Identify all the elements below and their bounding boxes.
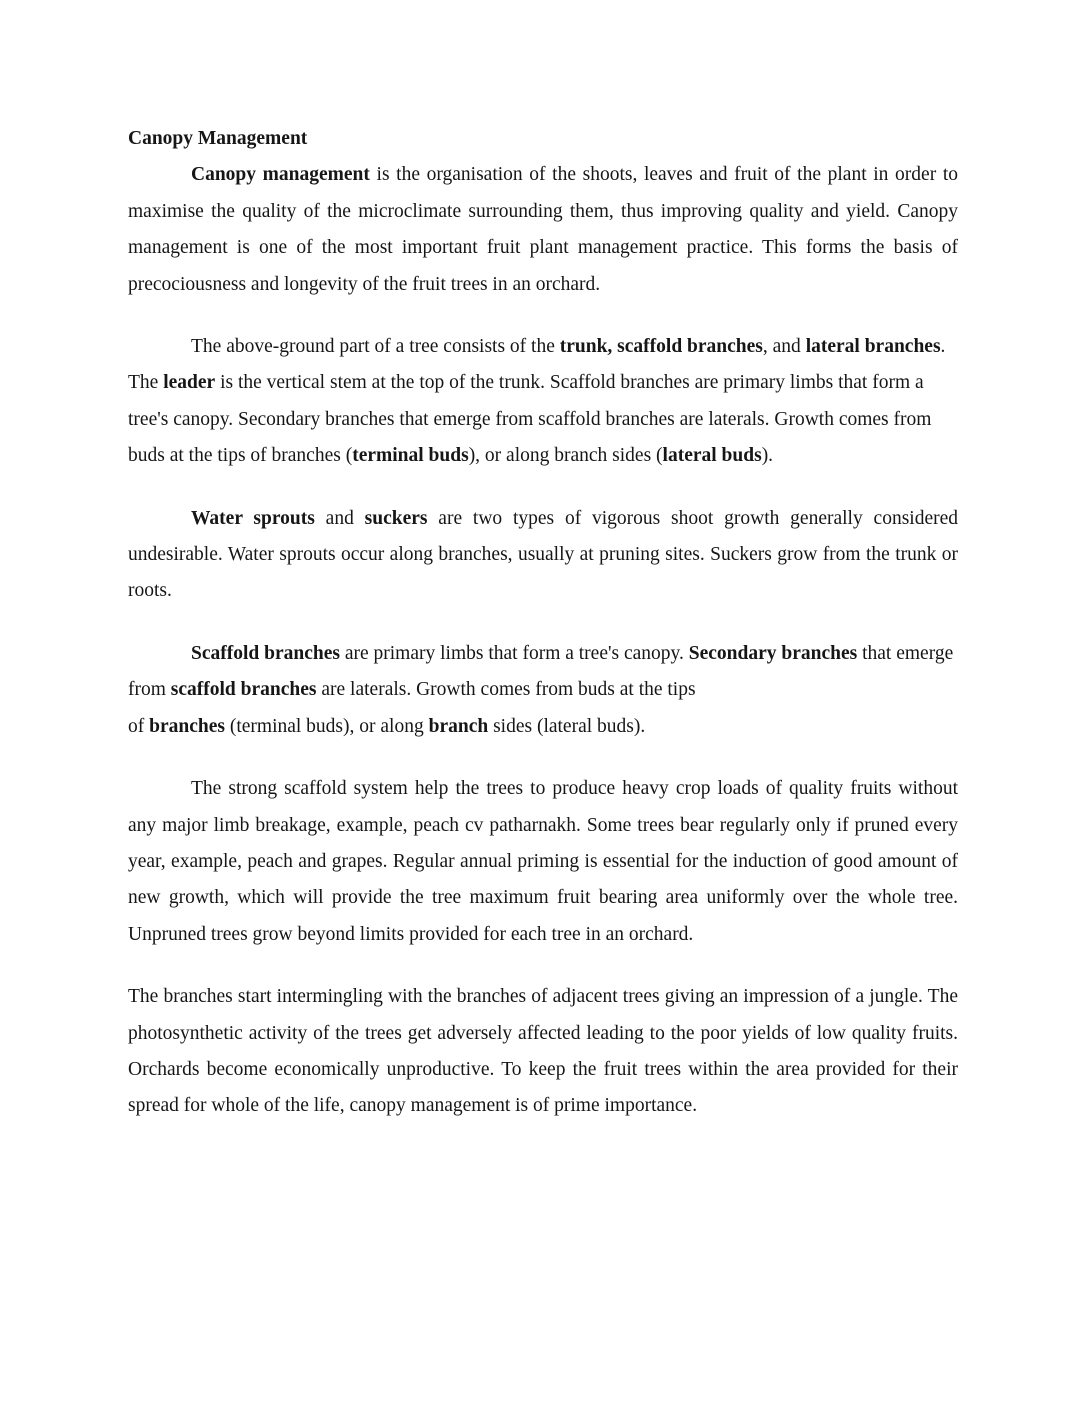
paragraph <box>128 329 958 475</box>
bold-text-run: branch <box>428 715 489 737</box>
document-body <box>128 157 958 1124</box>
paragraph <box>128 979 958 1125</box>
text-run: . The <box>128 336 946 394</box>
text-run: are two types of vigorous shoot growth generally considered undesirable. Water sprouts occur along branches, usually at pruning sites. Suckers grow from the trunk or roots. <box>128 507 959 602</box>
text-run: sides (lateral buds). <box>488 715 646 737</box>
text-run: that emerge from <box>128 642 954 701</box>
text-run: ). <box>761 445 774 467</box>
text-run: The above-ground part of a tree consists of the <box>191 336 560 358</box>
bold-text-run: scaffold branches <box>170 679 317 701</box>
paragraph <box>128 501 958 610</box>
text-run: , and <box>762 336 806 358</box>
text-run: The strong scaffold system help the trees to produce heavy crop loads of quality fruits without any major limb breakage, example, peach cv patharnakh. Some trees bear regularly only if pruned every year, example, peach and grapes. Regular annual priming is essential for the induction of good amount of new growth, which will provide the tree maximum fruit bearing area uniformly over the whole tree. Unpruned trees grow beyond limits provided for each tree in an orchard. <box>128 778 958 945</box>
text-run: is the vertical stem at the top of the trunk. Scaffold branches are primary limbs that form a tree's canopy. Secondary branches that emerge from scaffold branches are laterals. Growth comes from buds at the tips of branches ( <box>128 372 932 467</box>
bold-text-run: Scaffold branches <box>191 642 340 664</box>
text-run: of <box>128 715 150 737</box>
bold-text-run: Water sprouts <box>191 507 315 529</box>
bold-text-run: branches <box>149 715 225 737</box>
text-run: is the organisation of the shoots, leaves and fruit of the plant in order to maximise the quality of the microclimate surrounding them, thus improving quality and yield. Canopy management is one of the most important fruit plant management practice. This forms the basis of precociousness and longevity of the fruit trees in an orchard. <box>128 164 958 295</box>
paragraph <box>128 636 958 745</box>
bold-text-run: Canopy management <box>191 164 370 186</box>
bold-text-run: terminal buds <box>352 445 469 467</box>
text-run: and <box>314 507 365 529</box>
paragraph <box>128 157 958 303</box>
bold-text-run: lateral buds <box>662 445 762 467</box>
bold-text-run: leader <box>163 372 216 394</box>
document-title: Canopy Management <box>128 128 308 149</box>
text-run: ), or along branch sides ( <box>468 445 663 467</box>
bold-text-run: Secondary branches <box>688 642 858 664</box>
text-run: The branches start intermingling with the branches of adjacent trees giving an impression of a jungle. The photosynthetic activity of the trees get adversely affected leading to the poor yields of low quality fruits. Orchards become economically unproductive. To keep the fruit trees within the area provided for their spread for whole of the life, canopy management is of prime importance. <box>128 986 958 1117</box>
text-run: are primary limbs that form a tree's canopy. <box>339 642 689 664</box>
bold-text-run: suckers <box>364 507 428 529</box>
bold-text-run: lateral branches <box>805 336 941 358</box>
paragraph <box>128 771 958 953</box>
text-run: are laterals. Growth comes from buds at the tips <box>316 679 696 701</box>
text-run: (terminal buds), or along <box>224 715 429 737</box>
bold-text-run: trunk, scaffold branches <box>559 336 763 358</box>
